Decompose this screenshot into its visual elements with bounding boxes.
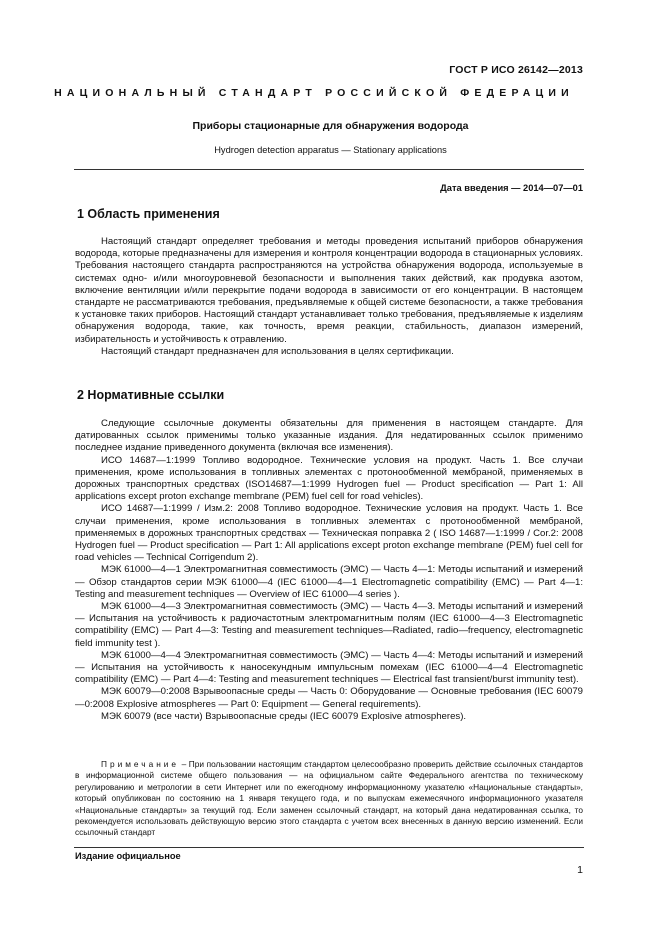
paragraph: Настоящий стандарт определяет требования и методы проведения испытаний приборов обнаружения водорода, которые предназначены для измерения и контроля концентрации водорода в стационарных условиях. Требования настоящего стандарта распространяются на устройства обнаружения водорода, используемые в системах одно- и/или многоуровневой безопасности и выполнения таких действий, как продувка азотом, включение вентиляции и/или перекрытие подачи водорода в зависимости от его концентрации. В настоящем стандарте не рассматриваются требования, предъявляемые к общей системе безопасности, а также требования к установке таких приборов. Настоящий стандарт устанавливает только требования, предъявляемые к изделиям обнаружения водорода, такие, как точность, время реакции, стабильность, диапазон измерений, избирательность и устойчивость к отравлению. bbox=[75, 236, 583, 345]
paragraph: Следующие ссылочные документы обязательны для применения в настоящем стандарте. Для датированных ссылок применимы только указанные издания. Для недатированных ссылок применимо последнее издание приведенного документа (включая все изменения). bbox=[75, 418, 583, 454]
document-title-ru: Приборы стационарные для обнаружения водорода bbox=[192, 120, 469, 132]
standard-code: ГОСТ Р ИСО 26142—2013 bbox=[449, 64, 583, 76]
note-block bbox=[75, 759, 583, 839]
section-1-body bbox=[75, 236, 583, 358]
title-divider bbox=[74, 169, 584, 170]
official-edition-label: Издание официальное bbox=[75, 851, 181, 861]
paragraph: Настоящий стандарт предназначен для использования в целях сертификации. bbox=[101, 345, 454, 357]
note-label: Примечание bbox=[101, 759, 180, 769]
footer-divider bbox=[74, 847, 584, 848]
reference-item: МЭК 60079—0:2008 Взрывоопасные среды — Часть 0: Оборудование — Основные требования (IEC 60079—0:2008 Explosive atmospheres — Part 0: Equipment — General requirements). bbox=[75, 686, 583, 710]
document-title-en: Hydrogen detection apparatus — Stationary applications bbox=[214, 145, 447, 155]
note-paragraph bbox=[75, 759, 583, 839]
reference-item: МЭК 60079 (все части) Взрывоопасные среды (IEC 60079 Explosive atmospheres). bbox=[101, 710, 467, 722]
reference-item: ИСО 14687—1:1999 / Изм.2: 2008 Топливо водородное. Технические условия на продукт. Часть 1. Все случаи применения, кроме использования в топливных элементах с протонообменной мембраной, применяемых в дорожных транспортных средствах — Техническая поправка 2 ( ISO 14687—1:1999 / Cor.2: 2008 Hydrogen fuel — Product specification — Part 1: All applications except proton exchange membrane (PEM) fuel cell for road vehicles — Technical Corrigendum 2). bbox=[75, 503, 583, 564]
introduction-date: Дата введения — 2014—07—01 bbox=[440, 183, 583, 193]
section-2-body bbox=[75, 418, 583, 723]
reference-item: МЭК 61000—4—4 Электромагнитная совместимость (ЭМС) — Часть 4—4: Методы испытаний и измерений — Испытания на устойчивость к наносекундным импульсным помехам (IEC 61000—4—4 Electromagnetic compatibility (EMC) — Part 4—4: Testing and measurement techniques — Electrical fast transient/burst immunity test). bbox=[75, 649, 583, 686]
reference-item: МЭК 61000—4—1 Электромагнитная совместимость (ЭМС) — Часть 4—1: Методы испытаний и измерений — Обзор стандартов серии МЭК 61000—4 (IEC 61000—4—1 Electromagnetic compatibility (EMC) — Part 4—1: Testing and measurement techniques — Overview of IEC 61000—4 series ). bbox=[75, 564, 583, 600]
section-2-heading: 2 Нормативные ссылки bbox=[77, 388, 225, 402]
note-text: – При пользовании настоящим стандартом целесообразно проверить действие ссылочных стандартов в информационной системе общего пользования — на официальном сайте Федерального агентства по техническому регулированию и метрологии в сети Интернет или по ежегодному информационному указателю «Национальные стандарты», который опубликован по состоянию на 1 января текущего года, и по выпускам ежемесячного информационного указателя «Национальные стандарты» за текущий год. Если заменен ссылочный стандарт, на который дана недатированная ссылка, то рекомендуется использовать действующую версию этого стандарта с учетом всех внесенных в данную версию изменений. Если ссылочный стандарт bbox=[75, 759, 583, 838]
reference-item: МЭК 61000—4—3 Электромагнитная совместимость (ЭМС) — Часть 4—3. Методы испытаний и измерений — Испытания на устойчивость к радиочастотным электромагнитным полям (IEC 61000—4—3 Electromagnetic compatibility (EMC) — Part 4—3: Testing and measurement techniques—Radiated, radio—frequency, electromagnetic field immunity test ). bbox=[75, 601, 583, 649]
national-standard-banner: НАЦИОНАЛЬНЫЙ СТАНДАРТ РОССИЙСКОЙ ФЕДЕРАЦИИ bbox=[54, 87, 574, 99]
reference-item: ИСО 14687—1:1999 Топливо водородное. Технические условия на продукт. Часть 1. Все случаи применения, кроме использования в топливных элементах с протонообменной мембраной, применяемых в дорожных транспортных средствах (ISO14687—1:1999 Hydrogen fuel — Product specification — Part 1: All applications except proton exchange membrane (PEM) fuel cell for road vehicles). bbox=[75, 454, 583, 503]
page-number: 1 bbox=[577, 864, 583, 876]
section-1-heading: 1 Область применения bbox=[77, 207, 220, 221]
